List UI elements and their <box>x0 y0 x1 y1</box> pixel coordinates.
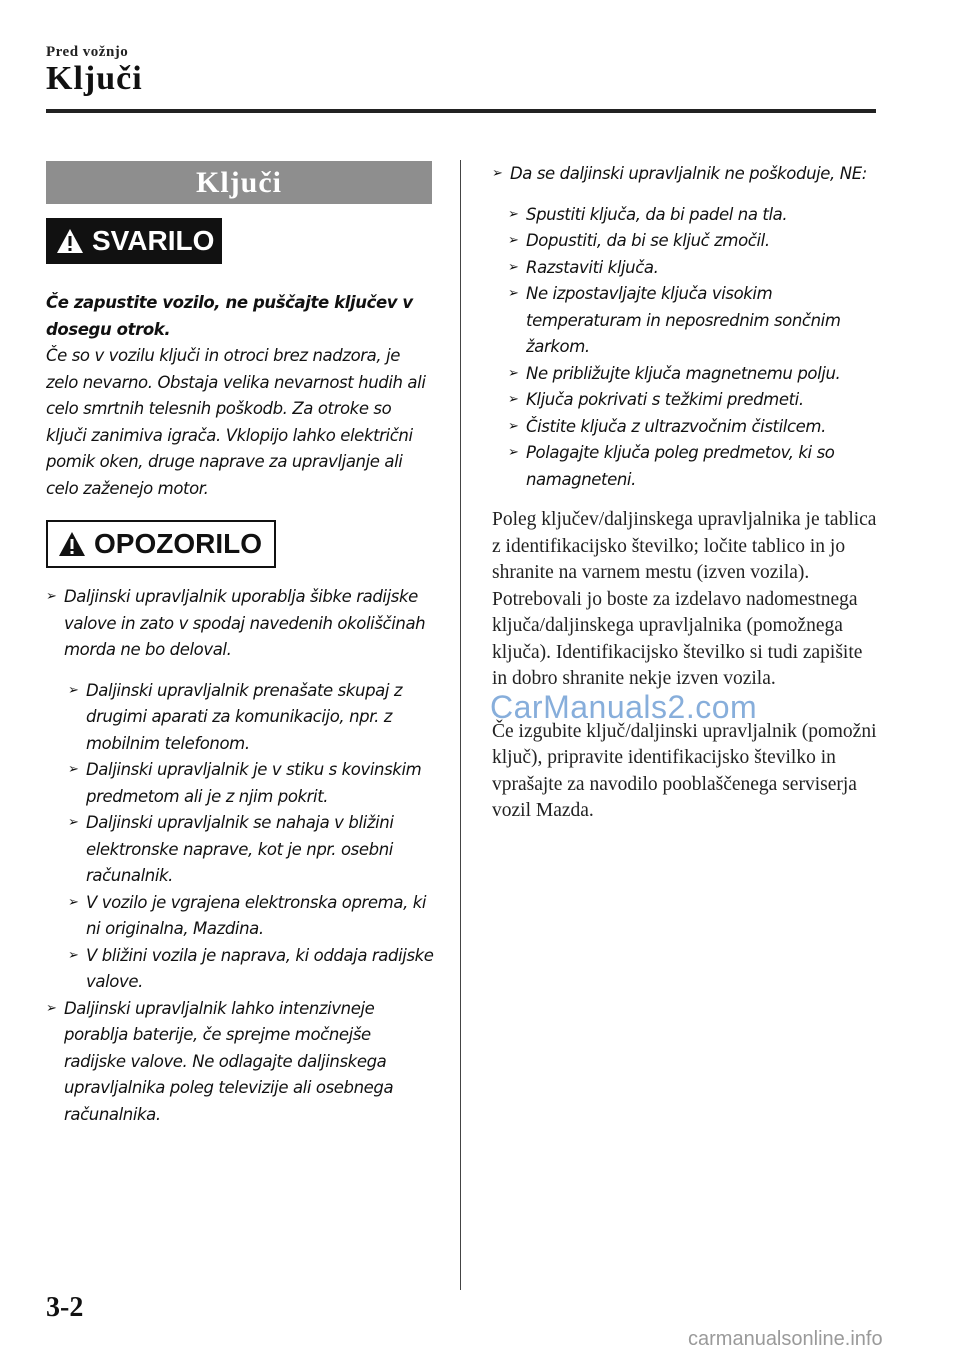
caution-triangle-icon <box>58 531 86 557</box>
left-column <box>46 161 434 1128</box>
warning-label: SVARILO <box>92 225 215 256</box>
caution-sub-bullet: ➢ Daljinski upravljalnik je v stiku s kovinskim predmetom ali je z njim pokrit. <box>68 757 434 810</box>
caution-sub-bullet: ➢ Daljinski upravljalnik se nahaja v bližini elektronske naprave, kot je npr. osebni računalnik. <box>68 810 434 890</box>
column-divider <box>460 160 461 1290</box>
page-number: 3-2 <box>46 1292 84 1323</box>
caution-sub-bullet: ➢ V bližini vozila je naprava, ki oddaja radijske valove. <box>68 943 434 996</box>
caution-sub-bullet: ➢ Daljinski upravljalnik prenašate skupaj z drugimi aparati za komunikacijo, npr. z mobilnim telefonom. <box>68 678 434 758</box>
caution-sub-bullet: ➢ Polagajte ključa poleg predmetov, ki so namagneteni. <box>508 440 880 493</box>
caution-label: OPOZORILO <box>94 528 262 559</box>
caution-label-box <box>46 520 276 568</box>
section-banner: Ključi <box>46 161 432 204</box>
warning-triangle-icon <box>56 228 84 254</box>
page-title: Ključi <box>46 60 143 97</box>
caution-bullet: ➢ Da se daljinski upravljalnik ne poškoduje, NE: <box>492 161 880 188</box>
caution-sub-bullet: ➢ Razstaviti ključa. <box>508 255 880 282</box>
caution-sub-bullet: ➢ Čistite ključa z ultrazvočnim čistilcem. <box>508 414 880 441</box>
caution-bullet: ➢ Daljinski upravljalnik lahko intenzivneje porablja baterije, če sprejme močnejše radijske valove. Ne odlagajte daljinskega upravljalnika poleg televizije ali osebnega računalnika. <box>46 996 434 1129</box>
caution-sub-bullet: ➢ V vozilo je vgrajena elektronska oprema, ki ni originalna, Mazdina. <box>68 890 434 943</box>
breadcrumb: Pred vožnjo <box>46 44 129 60</box>
caution-sub-bullet: ➢ Ne izpostavljajte ključa visokim temperaturam in neposrednim sončnim žarkom. <box>508 281 880 361</box>
caution-sub-bullet: ➢ Dopustiti, da bi se ključ zmočil. <box>508 228 880 255</box>
caution-sub-bullet: ➢ Ključa pokrivati s težkimi predmeti. <box>508 387 880 414</box>
caution-bullet: ➢ Daljinski upravljalnik uporablja šibke radijske valove in zato v spodaj navedenih okoliščinah morda ne bo deloval. <box>46 584 434 664</box>
body-paragraph: Če izgubite ključ/daljinski upravljalnik (pomožni ključ), pripravite identifikacijsko številko in vprašajte za navodilo pooblaščenega serviserja vozil Mazda. <box>492 720 877 821</box>
right-column <box>492 161 880 825</box>
caution-sub-bullet: ➢ Ne približujte ključa magnetnemu polju. <box>508 361 880 388</box>
body-paragraph: Poleg ključev/daljinskega upravljalnika je tablica z identifikacijsko številko; ločite tablico in jo shranite na varnem mestu (izven vozila). Potrebovali jo boste za izdelavo nadomestnega ključa/daljinskega upravljalnika (pomožnega ključa). Identifikacijsko številko si tudi zapišite in dobro shranite nekje izven vozila. <box>492 509 877 689</box>
warning-lead: Če zapustite vozilo, ne puščajte ključev v dosegu otrok. <box>46 293 413 339</box>
watermark-footer: carmanualsonline.info <box>688 1328 883 1350</box>
title-rule <box>46 109 876 113</box>
warning-body: Če so v vozilu ključi in otroci brez nadzora, je zelo nevarno. Obstaja velika nevarnost hudih ali celo smrtnih telesnih poškodb. Za otroke so ključi zanimiva igrača. Vklopijo lahko električni pomik oken, druge naprave za upravljanje ali celo zaženejo motor. <box>46 346 426 498</box>
watermark: CarManuals2.com <box>490 689 758 725</box>
caution-sub-bullet: ➢ Spustiti ključa, da bi padel na tla. <box>508 202 880 229</box>
warning-label-box <box>46 218 222 264</box>
